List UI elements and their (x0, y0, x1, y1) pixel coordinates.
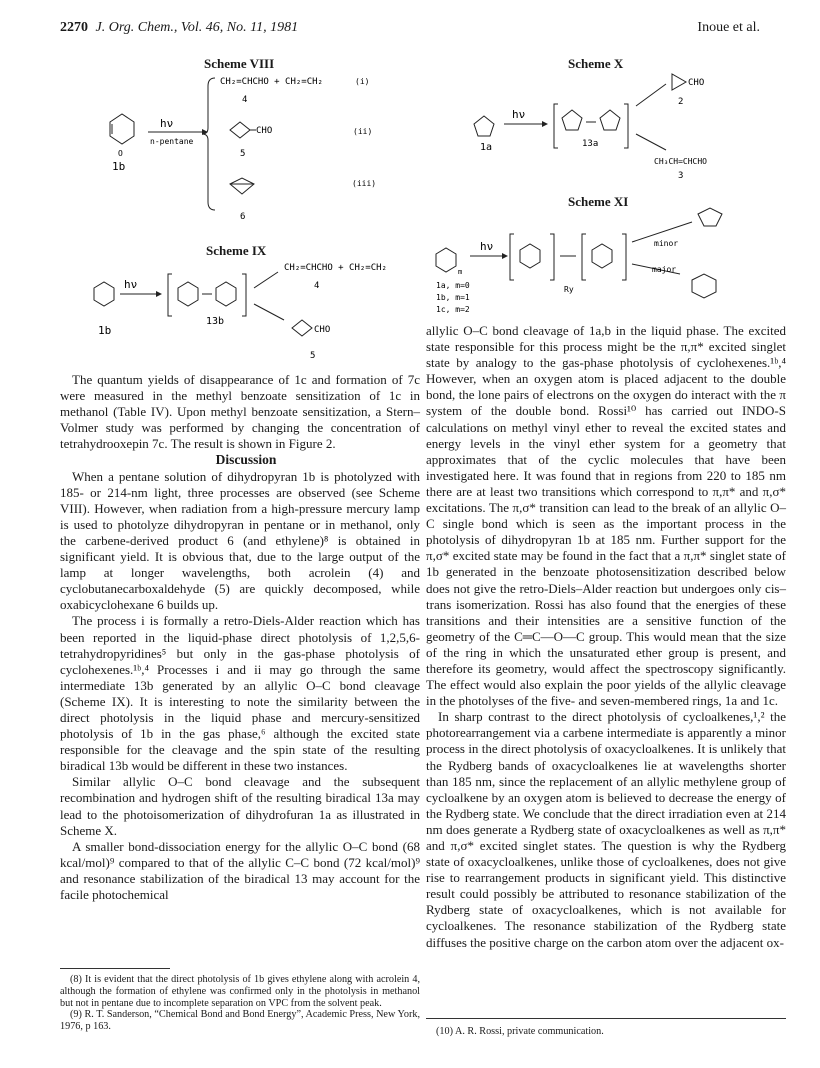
product-3: CH₃CH=CHCHO (654, 157, 707, 166)
scheme-x-diagram (468, 70, 748, 182)
footnotes-right (426, 1026, 786, 1038)
label-4: 4 (314, 281, 320, 291)
label-2: 2 (678, 97, 684, 107)
paragraph: In sharp contrast to the direct photolysis of cycloalkenes,¹,² the photorearrangement via a carbene intermediate is apparently a minor process in the direct photolysis of oxacycloalkenes. It is unlikely that the Rydberg bands of oxacycloalkenes lie at wavelengths shorter than 185 nm, since the replacement of an allylic methylene group of cycloalkene by an oxygen atom is believed to decrease the energy of the Rydberg state. We conclude that the direct irradiation even at 214 nm does generate a Rydberg state of oxacycloalkenes as well as π,π* and π,σ* excited singlet states. The question is why the Rydberg state of oxacycloalkenes, unlike those of cycloalkenes, does not give rise to rearrangement products in significant yield. This distinctive result could possibly be attributed to resonance stabilization of the Rydberg state of oxacycloalkenes, which is not available for cycloalkenes. The resonance stabilization of the Rydberg state diffuses the positive charge on the carbon atom over the adjacent ox- (426, 709, 786, 950)
footnote-rule (426, 1018, 786, 1019)
footnotes-left (60, 974, 420, 1033)
right-column (426, 323, 786, 951)
scheme-xi-diagram (430, 204, 752, 316)
scheme-viii-title: Scheme VIII (204, 56, 275, 71)
label-13a: 13a (582, 139, 599, 149)
biradical-form-1 (178, 282, 198, 306)
dihydropyran-ring (94, 282, 114, 306)
label-1a: 1a (480, 142, 493, 153)
excited-form-1 (520, 244, 540, 268)
footnote-8: (8) It is evident that the direct photolysis of 1b gives ethylene along with acrolein 4, although the formation of ethylene was confirmed only in the photolysis in methanol but not in pentane due to incomplete separation on VPC from the solvent peak. (60, 974, 420, 1009)
process-i-label: (i) (355, 77, 370, 86)
paragraph: A smaller bond-dissociation energy for the allylic O–C bond (68 kcal/mol)⁹ compared to that of the allylic C–C bond (72 kcal/mol)⁹ and resonance stabilization of the biradical 13 may account for the facile photochemical (60, 838, 420, 902)
footnote-10: (10) A. R. Rossi, private communication. (436, 1026, 604, 1037)
biradical-form-1 (562, 110, 582, 130)
label-1b: 1b (112, 160, 126, 173)
paragraph: The quantum yields of disappearance of 1c and formation of 7c were measured in the methyl benzoate sensitization of 1c in methanol (Table IV). Upon methyl benzoate sensitization, a Stern–Volmer study was performed by changing the concentration of tetrahydrooxepin 7c. The result is shown in Figure 2. (60, 372, 420, 452)
footnote-rule (60, 968, 170, 969)
label-3: 3 (678, 171, 684, 181)
biradical-form-2 (600, 110, 620, 130)
process-iii-label: (iii) (352, 179, 377, 188)
scheme-viii-diagram (90, 72, 390, 222)
product-i: CH₂=CHCHO + CH₂=CH₂ (220, 77, 323, 87)
oxygen-label: O (118, 149, 123, 158)
label-1b: 1b (98, 324, 112, 337)
compound-list-1a: 1a, m=0 (436, 281, 470, 290)
excited-form-2 (592, 244, 612, 268)
biradical-form-2 (216, 282, 236, 306)
paragraph: Similar allylic O–C bond cleavage and the subsequent recombination and hydrogen shift of the resulting biradical 13a may lead to the photoisomerization of dihydrofuran 1a as illustrated in Scheme X. (60, 774, 420, 838)
label-5: 5 (240, 149, 246, 159)
label-6: 6 (240, 212, 246, 222)
rydberg-label: Ry (564, 285, 574, 294)
cyclobutane-ring (230, 122, 250, 138)
hv-label: hν (160, 117, 174, 130)
cho-label: CHO (256, 126, 273, 136)
bicyclic-product (698, 208, 722, 226)
footnote-9: (9) R. T. Sanderson, “Chemical Bond and Bond Energy”, Academic Press, New York, 1976, p 163. (60, 1009, 420, 1033)
compound-list-1c: 1c, m=2 (436, 305, 470, 314)
scheme-xi-title: Scheme XI (568, 194, 629, 209)
section-heading-discussion: Discussion (215, 452, 277, 468)
m-subscript: m (458, 268, 463, 276)
label-5: 5 (310, 351, 316, 361)
ring-contracted-product (692, 274, 716, 298)
cho-label: CHO (688, 78, 705, 88)
author-header: Inoue et al. (697, 20, 760, 35)
oxabicyclohexane-ring (230, 178, 254, 194)
left-column (60, 372, 420, 903)
minor-label: minor (654, 239, 679, 248)
page-number: 2270 (60, 20, 88, 35)
cyclobutane-ring (292, 320, 312, 336)
scheme-x-title: Scheme X (568, 56, 624, 71)
cyclopropane-ring (672, 74, 686, 90)
process-ii-label: (ii) (353, 127, 373, 136)
dihydropyran-ring (110, 114, 134, 144)
paragraph: allylic O–C bond cleavage of 1a,b in the liquid phase. The excited state responsible for this process might be the π,π* excited singlet state by analogy to the gas-phase photolysis of cyclohexenes.¹ᵇ,⁴ However, when an oxygen atom is placed adjacent to the double bond, the lone pairs of electrons on the oxygen do interact with the π system of the double bond. Rossi¹⁰ has carried out INDO-S calculations on methyl vinyl ether to reveal the excited states and energy levels in the vinyl ether system for a geometry that approximates that of the cyclic molecules that have been investigated here. It was found that in regions from 220 to 185 nm there are at least two transitions which correspond to π,π* and π,σ* excitations. The π,σ* transition can lead to the break of an allylic O–C single bond which is seen as the important process in the photolysis of dihydropyran 1b at 185 nm. Further support for the π,σ* excited state may be found in the fact that a π,π* singlet state of 1b generated in the benzoate photosensitization described below does not give the retro-Diels–Alder reaction but undergoes only cis–trans isomerization. Rossi has also found that the energies of these transitions and their intensities are a sensitive function of the geometry of the C═C—O—C group. This would mean that the size of the ring in which the unsaturated ether group is present, and therefore its geometry, would affect the spectroscopy significantly. The effect would also explain the poor yields of the allylic cleavage in the photolyses of the five- and seven-membered rings, 1a and 1c. (426, 323, 786, 709)
product-top: CH₂=CHCHO + CH₂=CH₂ (284, 263, 387, 273)
paragraph: The process i is formally a retro-Diels-Alder reaction which has been reported in the liquid-phase direct photolysis of 1,2,5,6-tetrahydropyridines⁵ but only in the gas-phase photolysis of cyclohexenes.¹ᵇ,⁴ Processes i and ii may go through the same intermediate 13b generated by an allylic O–C bond cleavage (Scheme IX). It is interesting to note the similarity between the direct photolysis in the liquid phase and mercury-sensitized photolysis of 1b in the gas phase,⁶ although the excited state responsible for the cleavage and the spin state of the resulting biradical 13b would be different in these two instances. (60, 613, 420, 774)
cho-label: CHO (314, 325, 331, 335)
hv-label: hν (512, 108, 526, 121)
scheme-ix-diagram (88, 258, 398, 362)
hv-label: hν (480, 240, 494, 253)
compound-list-1b: 1b, m=1 (436, 293, 470, 302)
running-header (60, 20, 298, 36)
label-13b: 13b (206, 316, 225, 327)
major-label: major (652, 265, 677, 274)
paragraph: When a pentane solution of dihydropyran 1b is photolyzed with 185- or 214-nm light, three processes are observed (see Scheme VIII). However, when radiation from a high-pressure mercury lamp is used to photolyze dihydropyran in pentane or in methanol, only the carbene-derived product 6 (and ethylene)⁸ is obtained in significant yield. It is obvious that, due to the large output of the lamp at longer wavelengths, both acrolein (4) and cyclobutanecarboxaldehyde (5) are quickly decomposed, while oxabicyclohexane 6 builds up. (60, 468, 420, 613)
oxacycloalkene-ring (436, 248, 456, 272)
journal-citation: J. Org. Chem., Vol. 46, No. 11, 1981 (95, 20, 299, 35)
hv-label: hν (124, 278, 138, 291)
scheme-ix-title: Scheme IX (206, 243, 267, 258)
label-4: 4 (242, 95, 248, 105)
dihydrofuran-ring (474, 116, 494, 136)
solvent-label: n-pentane (150, 137, 194, 146)
